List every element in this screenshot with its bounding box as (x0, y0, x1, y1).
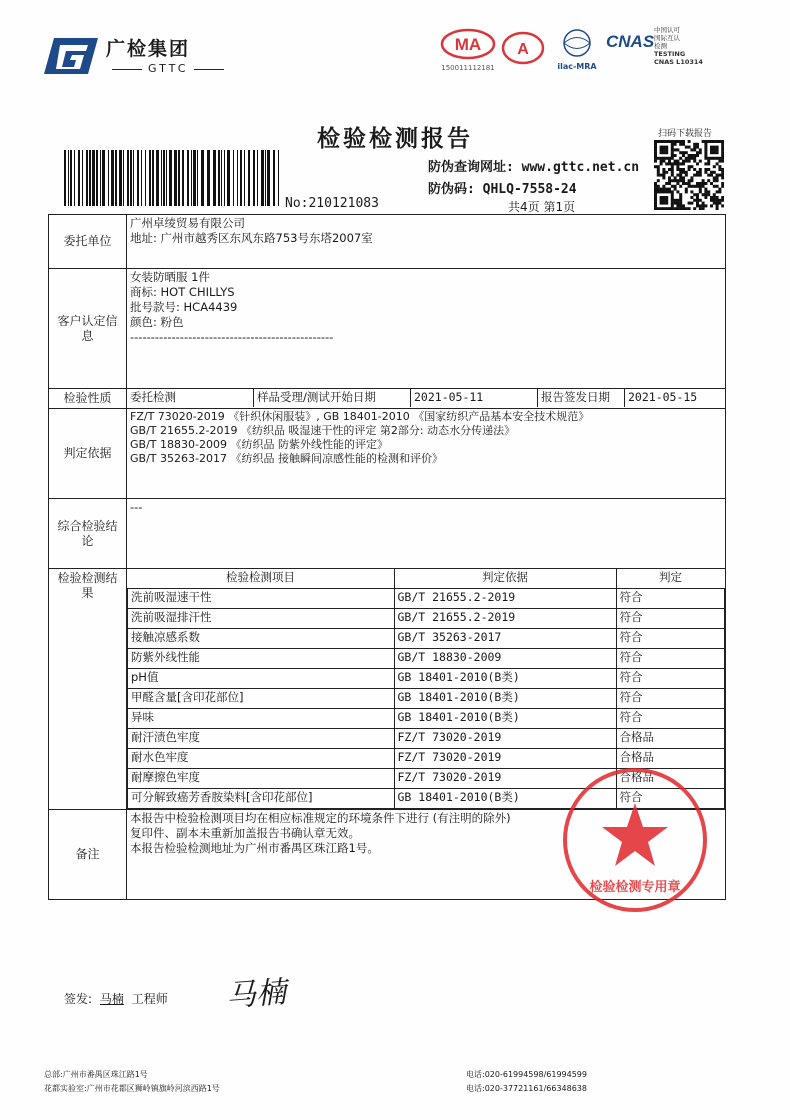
result-basis: GB/T 21655.2-2019 (394, 609, 616, 629)
result-row (128, 649, 725, 669)
result-basis: GB/T 18830-2009 (394, 649, 616, 669)
issue-date-label: 报告签发日期 (538, 389, 625, 407)
result-basis: GB 18401-2010(B类) (394, 689, 616, 709)
result-item: 洗前吸湿速干性 (128, 589, 395, 609)
sample-date: 2021-05-11 (411, 389, 538, 407)
sample-line: 商标: HOT CHILLYS (130, 285, 235, 299)
result-verdict: 符合 (616, 609, 725, 629)
results-col-item: 检验检测项目 (128, 569, 395, 589)
handwritten-signature: 马楠 (224, 974, 288, 1015)
client-name: 广州卓绫贸易有限公司 (130, 216, 245, 230)
result-basis: GB 18401-2010(B类) (394, 709, 616, 729)
result-row (128, 609, 725, 629)
remarks-label: 备注 (49, 810, 127, 900)
result-item: 异味 (128, 709, 395, 729)
qr-caption: 扫码下载报告 (658, 129, 713, 139)
result-verdict: 符合 (616, 629, 725, 649)
ilac-label: ilac-MRA (557, 62, 597, 71)
footer-huadu: 花都实验室:广州市花都区狮岭镇旗岭河滨西路1号 (44, 1084, 220, 1093)
result-basis: GB/T 21655.2-2019 (394, 589, 616, 609)
inspection-nature: 委托检测 (127, 389, 254, 407)
result-verdict: 合格品 (616, 749, 725, 769)
result-item: 防紫外线性能 (128, 649, 395, 669)
result-item: pH值 (128, 669, 395, 689)
result-verdict: 合格品 (616, 769, 725, 789)
results-label: 检验检测结果 (49, 569, 127, 810)
ilac-icon (552, 28, 602, 58)
result-row (128, 729, 725, 749)
result-item: 耐摩擦色牢度 (128, 769, 395, 789)
issue-date: 2021-05-15 (625, 389, 726, 407)
result-row (128, 589, 725, 609)
cnas-detail (654, 26, 703, 66)
result-basis: FZ/T 73020-2019 (394, 729, 616, 749)
result-basis: GB 18401-2010(B类) (394, 789, 616, 809)
svg-text:A: A (517, 41, 529, 58)
client-label: 委托单位 (49, 215, 127, 269)
cnas-cn-line-2: 国际互认 (654, 34, 680, 42)
footer-hq: 总部:广州市番禺区珠江路1号 (44, 1070, 148, 1079)
result-verdict: 符合 (616, 589, 725, 609)
basis-line: GB/T 21655.2-2019 《纺织品 吸湿速干性的评定 第2部分: 动态水分传递法》 (130, 424, 516, 437)
company-abbr: GTTC (106, 62, 230, 75)
result-verdict: 合格品 (616, 729, 725, 749)
sign-label: 签发: (64, 992, 93, 1006)
ilac-mra-logo (552, 28, 602, 72)
sample-date-label: 样品受理/测试开始日期 (254, 389, 411, 407)
conclusion-label: 综合检验结论 (49, 499, 127, 569)
signer-title: 工程师 (131, 992, 168, 1006)
footer-tel1: 电话:020-61994598/61994599 (466, 1070, 587, 1079)
inspection-label: 检验性质 (49, 389, 127, 409)
basis-line: GB/T 35263-2017 《纺织品 接触瞬间凉感性能的检测和评价》 (130, 452, 443, 465)
result-item: 洗前吸湿排汗性 (128, 609, 395, 629)
company-name: 广检集团 (106, 38, 191, 60)
qr-code-icon[interactable] (654, 140, 724, 210)
result-item: 可分解致癌芳香胺染料[含印花部位] (128, 789, 395, 809)
result-item: 耐水色牢度 (128, 749, 395, 769)
cnas-en: TESTING (654, 50, 686, 58)
result-verdict: 符合 (616, 789, 725, 809)
svg-text:MA: MA (454, 35, 482, 54)
results-col-verdict: 判定 (616, 569, 725, 589)
result-row (128, 689, 725, 709)
sample-label: 客户认定信息 (49, 269, 127, 389)
client-address: 地址: 广州市越秀区东风东路753号东塔2007室 (130, 231, 373, 245)
remark-line: 复印件、副本未重新加盖报告书确认章无效。 (130, 826, 360, 840)
query-site: 防伪查询网址: www.gttc.net.cn (428, 160, 640, 175)
basis-line: FZ/T 73020-2019 《针织休闲服装》, GB 18401-2010 《国家纺织产品基本安全技术规范》 (130, 410, 590, 423)
result-basis: GB/T 35263-2017 (394, 629, 616, 649)
cma-number: 150011112181 (441, 64, 495, 72)
footer-tel2: 电话:020-37721161/66348638 (466, 1084, 587, 1093)
official-stamp-icon (560, 765, 710, 915)
signer-name: 马楠 (99, 992, 124, 1006)
stamp-text: 检验检测专用章 (589, 880, 681, 895)
cnas-cn-line-1: 中国认可 (654, 26, 680, 34)
result-row (128, 669, 725, 689)
cnas-logo: CNAS (606, 32, 655, 51)
result-item: 耐汗渍色牢度 (128, 729, 395, 749)
sample-line: ------------------------------------------------- (130, 330, 334, 344)
remark-line: 本报告中检验检测项目均在相应标准规定的环境条件下进行 (有注明的除外) (130, 811, 511, 825)
page-count: 共4页 第1页 (508, 200, 576, 214)
result-row (128, 709, 725, 729)
result-row (128, 629, 725, 649)
result-item: 甲醛含量[含印花部位] (128, 689, 395, 709)
cnas-cn-line-3: 检测 (654, 42, 667, 50)
cma-icon (440, 28, 496, 60)
result-basis: FZ/T 73020-2019 (394, 769, 616, 789)
result-basis: FZ/T 73020-2019 (394, 749, 616, 769)
barcode-icon (64, 150, 284, 210)
cma-cert-logo (440, 28, 496, 72)
results-col-basis: 判定依据 (394, 569, 616, 589)
report-number: No:210121083 (285, 196, 379, 211)
results-header-row (128, 569, 725, 589)
report-title: 检验检测报告 (317, 126, 473, 152)
cal-cert-icon (500, 30, 546, 70)
result-item: 接触凉感系数 (128, 629, 395, 649)
result-verdict: 符合 (616, 689, 725, 709)
result-verdict: 符合 (616, 649, 725, 669)
remark-line: 本报告检验检测地址为广州市番禺区珠江路1号。 (130, 841, 379, 855)
cnas-number: CNAS L10314 (654, 58, 703, 66)
inspection-row (127, 389, 725, 407)
sample-line: 批号款号: HCA4439 (130, 300, 238, 314)
sample-line: 颜色: 粉色 (130, 315, 184, 329)
basis-line: GB/T 18830-2009 《纺织品 防紫外线性能的评定》 (130, 438, 388, 451)
result-basis: GB 18401-2010(B类) (394, 669, 616, 689)
conclusion-text: --- (127, 499, 726, 569)
anti-fake-code: 防伪码: QHLQ-7558-24 (428, 182, 577, 197)
result-verdict: 符合 (616, 669, 725, 689)
signature-row (64, 990, 168, 1007)
sample-line: 女装防晒服 1件 (130, 270, 210, 284)
gttc-logo-icon (44, 36, 98, 76)
basis-label: 判定依据 (49, 409, 127, 499)
result-verdict: 符合 (616, 709, 725, 729)
